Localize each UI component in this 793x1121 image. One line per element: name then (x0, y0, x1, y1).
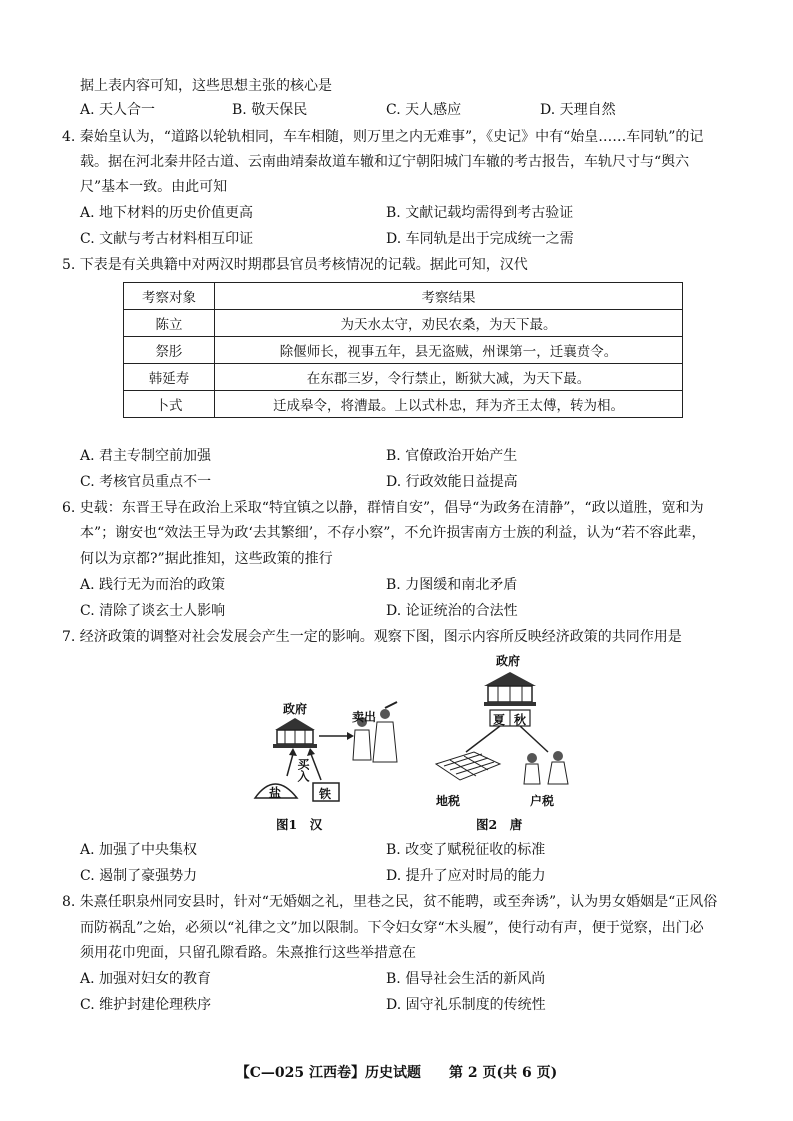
q8-option-b: B. 倡导社会生活的新风尚 (386, 971, 546, 987)
page-footer: 【C—025 江西卷】历史试题 第 2 页(共 6 页) (235, 1065, 558, 1081)
q8-line-3: 须用花巾兜面，只留孔隙看路。朱熹推行这些举措意在 (80, 945, 416, 961)
fig1-caption: 图1 汉 (276, 817, 323, 832)
table-row (124, 310, 683, 337)
q7-option-c: C. 遏制了豪强势力 (80, 868, 198, 884)
q5-option-c: C. 考核官员重点不一 (80, 474, 212, 490)
household-tax-branch (520, 726, 548, 752)
fig1-salt-label: 盐 (269, 786, 282, 800)
figure-han (235, 700, 425, 812)
q5-stem: 5. 下表是有关典籍中对两汉时期郡县官员考核情况的记载。据此可知，汉代 (62, 257, 528, 273)
table-cell: 迁成皋令，将漕最。上以式朴忠，拜为齐王太傅，转为相。 (215, 391, 683, 418)
figure-tang (430, 652, 590, 812)
buy-arrow-iron (311, 754, 321, 780)
table-cell: 卜式 (124, 391, 215, 418)
q4-line-3: 尺”基本一致。由此可知 (80, 179, 228, 195)
fig1-iron-label: 铁 (319, 787, 332, 801)
q3-option-a: A. 天人合一 (80, 102, 156, 118)
q6-option-a: A. 践行无为而治的政策 (80, 577, 226, 593)
q7-stem: 7. 经济政策的调整对社会发展会产生一定的影响。观察下图，图示内容所反映经济政策的共同作用是 (62, 629, 682, 645)
q7-option-b: B. 改变了赋税征收的标准 (386, 842, 546, 858)
fig2-household-tax-label: 户税 (530, 794, 555, 808)
farm-field-icon (436, 752, 500, 780)
q8-option-d: D. 固守礼乐制度的传统性 (386, 997, 546, 1013)
table-cell: 祭肜 (124, 337, 215, 364)
fig1-buy-label: 买入 (296, 758, 310, 782)
q6-line-1: 6. 史载：东晋王导在政治上采取“特宜镇之以静，群情自安”，倡导“为政务在清静”，“政以道胜，宽和为 (62, 500, 704, 516)
q4-option-c: C. 文献与考古材料相互印证 (80, 231, 254, 247)
q5-option-a: A. 君主专制空前加强 (80, 448, 212, 464)
table-cell: 韩延寿 (124, 364, 215, 391)
q5-table (123, 282, 683, 418)
fig2-gov-label: 政府 (496, 654, 521, 668)
q4-line-2: 载。据在河北秦井陉古道、云南曲靖秦故道车辙和辽宁朝阳城门车辙的考古报告，车轨尺寸与“舆六 (80, 154, 690, 170)
fig2-illustration (430, 652, 590, 812)
q4-line-1: 4. 秦始皇认为，“道路以轮轨相同，车车相随，则万里之内无难事”，《史记》中有“始皇……车同轨”的记 (62, 129, 704, 145)
table-cell: 陈立 (124, 310, 215, 337)
q3-stem: 据上表内容可知，这些思想主张的核心是 (80, 78, 332, 94)
government-building-icon (273, 718, 317, 748)
q5-option-d: D. 行政效能日益提高 (386, 474, 518, 490)
table-row (124, 337, 683, 364)
fig2-land-tax-label: 地税 (436, 794, 461, 808)
table-row (124, 364, 683, 391)
q4-option-d: D. 车同轨是出于完成统一之需 (386, 231, 574, 247)
fig1-sell-label: 卖出 (352, 710, 377, 724)
q8-line-2: 而防祸乱”之始，必须以“礼律之文”加以限制。下令妇女穿“木头履”，使行动有声，便于觉察，出门必 (80, 920, 704, 936)
q6-option-c: C. 清除了谈玄士人影响 (80, 603, 226, 619)
q4-option-a: A. 地下材料的历史价值更高 (80, 205, 254, 221)
table-cell: 除偃师长，视事五年，县无盗贼，州课第一，迁襄贲令。 (215, 337, 683, 364)
land-tax-branch (466, 726, 500, 752)
buy-arrow-salt (287, 754, 293, 776)
table-row (124, 391, 683, 418)
q3-option-b: B. 敬天保民 (232, 102, 308, 118)
q6-line-3: 何以为京都?”据此推知，这些政策的推行 (80, 551, 333, 567)
q4-option-b: B. 文献记载均需得到考古验证 (386, 205, 574, 221)
fig2-caption: 图2 唐 (476, 817, 523, 832)
fig2-summer-label: 夏 (493, 713, 506, 727)
table-header: 考察结果 (215, 283, 683, 310)
q5-option-b: B. 官僚政治开始产生 (386, 448, 518, 464)
q3-option-d: D. 天理自然 (540, 102, 616, 118)
table-header: 考察对象 (124, 283, 215, 310)
fig2-autumn-label: 秋 (514, 713, 527, 727)
q8-line-1: 8. 朱熹任职泉州同安县时，针对“无婚姻之礼，里巷之民，贫不能聘，或至奔诱”，认为男女婚姻是“正风俗 (62, 894, 718, 910)
government-building-icon (484, 672, 536, 706)
q3-option-c: C. 天人感应 (386, 102, 462, 118)
q6-option-b: B. 力图缓和南北矛盾 (386, 577, 518, 593)
q6-option-d: D. 论证统治的合法性 (386, 603, 518, 619)
q7-option-d: D. 提升了应对时局的能力 (386, 868, 546, 884)
q6-line-2: 本”；谢安也“效法王导为政‘去其繁细’，不存小察”，不允许损害南方士族的利益，认为“若不容此辈， (80, 525, 706, 541)
q7-option-a: A. 加强了中央集权 (80, 842, 198, 858)
q8-option-a: A. 加强对妇女的教育 (80, 971, 212, 987)
fig1-gov-label: 政府 (283, 702, 308, 716)
table-cell: 在东郡三岁，令行禁止，断狱大减，为天下最。 (215, 364, 683, 391)
q8-option-c: C. 维护封建伦理秩序 (80, 997, 212, 1013)
household-figures-icon (524, 751, 568, 784)
table-header-row (124, 283, 683, 310)
table-cell: 为天水太守，劝民农桑，为天下最。 (215, 310, 683, 337)
